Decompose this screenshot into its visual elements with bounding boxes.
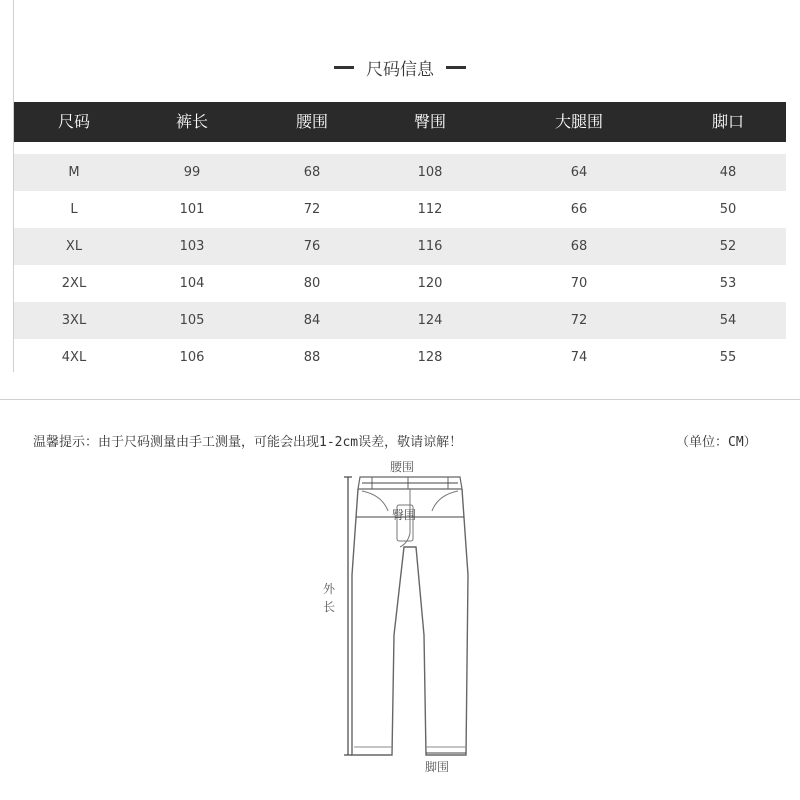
length-label-2: 长 (323, 600, 336, 614)
table-row (14, 228, 786, 265)
cell-waist: 72 (303, 202, 321, 217)
cell-size: M (68, 165, 80, 180)
cell-hem: 55 (719, 350, 737, 365)
cell-hip: 120 (417, 276, 443, 291)
cell-thigh: 68 (570, 239, 588, 254)
cell-length: 99 (183, 165, 201, 180)
measurement-note: 温馨提示：由于尺码测量由手工测量，可能会出现1-2cm误差，敬请谅解！ (33, 435, 463, 450)
cell-hip: 108 (417, 165, 443, 180)
cell-length: 101 (179, 202, 205, 217)
cell-length: 103 (179, 239, 205, 254)
cell-thigh: 64 (570, 165, 588, 180)
left-pocket (362, 491, 388, 511)
cell-waist: 88 (303, 350, 321, 365)
cell-hip: 128 (417, 350, 443, 365)
header-hip: 臀围 (413, 112, 446, 131)
hem-label: 脚围 (425, 760, 450, 774)
header-hem: 脚口 (711, 112, 744, 131)
title-dash-left (334, 66, 354, 69)
cell-thigh: 66 (570, 202, 588, 217)
section-title-text: 尺码信息 (366, 59, 434, 80)
cell-hip: 124 (417, 313, 443, 328)
cell-waist: 76 (303, 239, 321, 254)
cell-size: 2XL (61, 276, 87, 291)
table-row (14, 191, 786, 228)
table-row (14, 302, 786, 339)
cell-waist: 80 (303, 276, 321, 291)
cell-waist: 68 (303, 165, 321, 180)
header-size: 尺码 (57, 112, 90, 131)
table-row (14, 265, 786, 302)
section-title (0, 54, 800, 80)
cell-length: 106 (179, 350, 205, 365)
cell-size: L (70, 202, 78, 217)
cell-hip: 116 (417, 239, 443, 254)
cell-length: 104 (179, 276, 205, 291)
section-divider (0, 399, 800, 400)
cell-hem: 53 (719, 276, 737, 291)
cell-hem: 52 (719, 239, 737, 254)
table-header (14, 102, 786, 142)
cell-length: 105 (179, 313, 205, 328)
waist-label: 腰围 (390, 460, 415, 474)
unit-label: （单位：CM） (676, 435, 757, 450)
title-dash-right (446, 66, 466, 69)
cell-size: 4XL (61, 350, 87, 365)
table-row (14, 339, 786, 376)
cell-hip: 112 (417, 202, 443, 217)
cell-size: 3XL (61, 313, 87, 328)
header-thigh: 大腿围 (554, 112, 603, 131)
cell-thigh: 72 (570, 313, 588, 328)
header-length: 裤长 (175, 112, 208, 131)
cell-size: XL (65, 239, 83, 254)
table-row (14, 154, 786, 191)
length-label-1: 外 (323, 582, 336, 596)
cell-hem: 54 (719, 313, 737, 328)
cell-hem: 50 (719, 202, 737, 217)
cell-waist: 84 (303, 313, 321, 328)
cell-hem: 48 (719, 165, 737, 180)
cell-thigh: 70 (570, 276, 588, 291)
right-pocket (432, 491, 458, 511)
hip-label: 臀围 (392, 508, 417, 522)
cell-thigh: 74 (570, 350, 588, 365)
header-waist: 腰围 (295, 112, 328, 131)
